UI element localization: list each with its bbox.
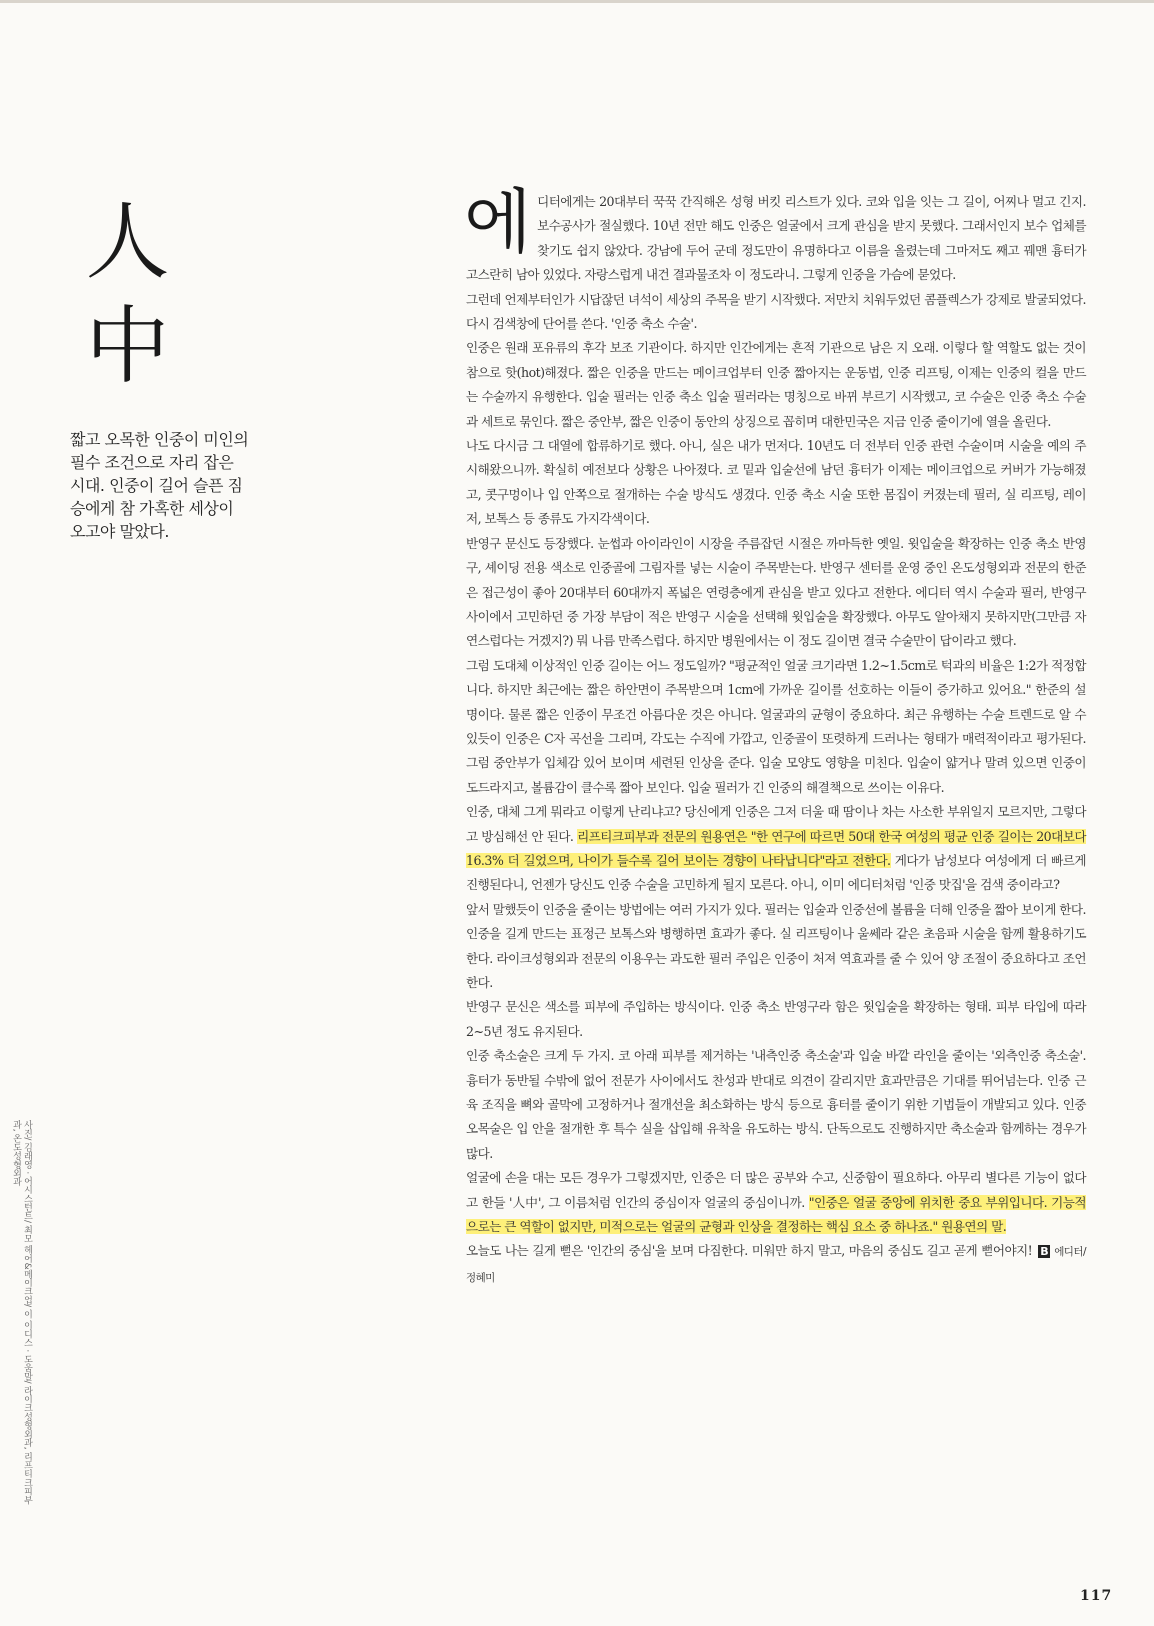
top-rule [0, 0, 1154, 3]
paragraph-7-text-b: 게다가 남성보다 여성에게 더 빠르게 진행된다니, 언젠가 당신도 인중 수술을 고민하게 될지 모른다. 아니, 이미 에디터처럼 '인중 맛집'을 검색 중이라고? [466, 852, 1086, 893]
page-title: 人 中 [85, 193, 170, 395]
paragraph-12-text: 오늘도 나는 길게 뻗은 '인간의 중심'을 보며 다짐한다. 미워만 하지 말고, 마음의 중심도 길고 곧게 뻗어야지! [466, 1243, 1033, 1259]
paragraph-11-text: 얼굴에 손을 대는 모든 경우가 그렇겠지만, 인중은 더 많은 공부와 수고, 신중함이 필요하다. 아무리 별다른 기능이 없다고 한들 '人中', 그 이름처럼 인간의 중심이자 얼굴의 중심이니까. [466, 1170, 1086, 1210]
paragraph-4: 나도 다시금 그 대열에 합류하기로 했다. 아니, 실은 내가 먼저다. 10년도 더 전부터 인중 관련 수술이며 시술을 예의 주시해왔으니까. 확실히 예전보다 상황은 나아졌다. 코 밑과 입술선에 남던 흉터가 이제는 메이크업으로 커버가 가능해졌고, 콧구멍이나 입 안쪽으로 절개하는 수술 방식도 생겼다. 인중 축소 시술 또한 몸집이 커졌는데 필러, 실 리프팅, 레이저, 보톡스 등 종류도 가지각색이다. [466, 438, 1086, 527]
paragraph-11 [466, 1166, 1086, 1239]
paragraph-1 [464, 181, 1086, 288]
paragraph-2: 그런데 언제부터인가 시답잖던 녀석이 세상의 주목을 받기 시작했다. 저만치 치워두었던 콤플렉스가 강제로 발굴되었다. 다시 검색창에 단어를 쓴다. '인중 축소 수술'. [466, 291, 1086, 332]
photo-credits: 사진/ 김래영 · 어시스턴트/ 최모 헤어&메이크업/ 이 이디스 · 도움말/ 라이크성형외과, 리프티크피부과, 온도성형외과 [11, 1120, 32, 1505]
paragraph-3: 인중은 원래 포유류의 후각 보조 기관이다. 하지만 인간에게는 흔적 기관으로 남은 지 오래. 이렇다 할 역할도 없는 것이 참으로 핫(hot)해졌다. 짧은 인중을 만드는 메이크업부터 인중 짧아지는 운동법, 인중 리프팅, 이제는 인중의 컬을 만드는 수술까지 유행한다. 입술 필러는 인중 축소 입술 필러라는 명칭으로 바뀌 부르기 시작했고, 코 수술은 인중 축소 수술과 세트로 묶인다. 짧은 중안부, 짧은 인중이 동안의 상징으로 꼽히며 대한민국은 지금 인중 줄이기에 열을 올린다. [466, 340, 1086, 429]
paragraph-6: 그럼 도대체 이상적인 인중 길이는 어느 정도일까? "평균적인 얼굴 크기라면 1.2~1.5cm로 턱과의 비율은 1:2가 적정합니다. 하지만 최근에는 짧은 하안면이 주목받으며 1cm에 가까운 길이를 선호하는 이들이 증가하고 있어요." 한준의 설명이다. 물론 짧은 인중이 무조건 아름다운 것은 아니다. 얼굴과의 균형이 중요하다. 최근 유행하는 수술 트렌드로 알 수 있듯이 인중은 C자 곡선을 그리며, 각도는 수직에 가깝고, 인중골이 또렷하게 드러나는 형태가 매력적이라고 평가된다. 그럼 중안부가 입체감 있어 보이며 세련된 인상을 준다. 입술 모양도 영향을 미친다. 입술이 얇거나 말려 있으면 인중이 도드라지고, 볼륨감이 클수록 짧아 보인다. 입술 필러가 긴 인중의 해결책으로 쓰이는 이유다. [466, 657, 1086, 795]
paragraph-5: 반영구 문신도 등장했다. 눈썹과 아이라인이 시장을 주름잡던 시절은 까마득한 옛일. 윗입술을 확장하는 인중 축소 반영구, 셰이딩 전용 색소로 인중골에 그림자를 넣는 시술이 주목받는다. 반영구 센터를 운영 중인 온도성형외과 전문의 한준은 접근성이 좋아 20대부터 60대까지 폭넓은 연령층에게 관심을 받고 있다고 전한다. 에디터 역시 수술과 필러, 반영구 사이에서 고민하던 중 가장 부담이 적은 반영구 시술을 선택해 윗입술을 확장했다. 아무도 알아채지 못하지만(그만큼 자연스럽다는 거겠지?) 뭐 나름 만족스럽다. 하지만 병원에서는 이 정도 길이면 결국 수술만이 답이라고 했다. [466, 535, 1086, 649]
paragraph-1-text: 디터에게는 20대부터 꾹꾹 간직해온 성형 버킷 리스트가 있다. 코와 입을 잇는 그 길이, 어찌나 멀고 긴지. 보수공사가 절실했다. 10년 전만 해도 인중은 얼굴에서 크게 관심을 받지 못했다. 그래서인지 보수 업체를 찾기도 쉽지 않았다. 강남에 두어 군데 정도만이 유명하다고 이름을 올렸는데 그마저도 째고 꿰맨 흉터가 고스란히 남아 있었다. 자랑스럽게 내건 결과물조차 이 정도라니. 그렇게 인중을 가슴에 묻었다. [466, 194, 1086, 283]
paragraph-7 [466, 800, 1086, 898]
page-number: 117 [1080, 1588, 1113, 1604]
article-body [464, 181, 1087, 1290]
byline: 에디터/ 정혜미 [466, 1246, 1086, 1284]
lead-text: 짧고 오목한 인중이 미인의 필수 조건으로 자리 잡은 시대. 인중이 길어 슬픈 짐승에게 참 가혹한 세상이 오고야 말았다. [70, 430, 249, 541]
paragraph-8: 앞서 말했듯이 인중을 줄이는 방법에는 여러 가지가 있다. 필러는 입술과 인중선에 볼륨을 더해 인중을 짧아 보이게 한다. 인중을 길게 만드는 표정근 보톡스와 병행하면 효과가 좋다. 실 리프팅이나 울쎄라 같은 초음파 시술을 함께 활용하기도 한다. 라이크성형외과 전문의 이용우는 과도한 필러 주입은 인중이 처져 역효과를 줄 수 있어 양 조절이 중요하다고 조언한다. [466, 901, 1086, 990]
paragraph-7-text-a: 인중, 대체 그게 뭐라고 이렇게 난리냐고? 당신에게 인중은 그저 더울 때 땀이나 차는 사소한 부위일지 모르지만, 그렇다고 방심해선 안 된다. [466, 804, 1086, 844]
paragraph-12 [466, 1239, 1086, 1290]
paragraph-9: 반영구 문신은 색소를 피부에 주입하는 방식이다. 인중 축소 반영구라 함은 윗입술을 확장하는 형태. 피부 타입에 따라 2~5년 정도 유지된다. [466, 999, 1086, 1039]
byline-logo-mark: B [1040, 1245, 1049, 1259]
paragraph-10: 인중 축소술은 크게 두 가지. 코 아래 피부를 제거하는 '내측인중 축소술'과 입술 바깥 라인을 줄이는 '외측인중 축소술'. 흉터가 동반될 수밖에 없어 전문가 사이에서도 찬성과 반대로 의견이 갈리지만 효과만큼은 기대를 뛰어넘는다. 인중 근육 조직을 뼈와 골막에 고정하거나 절개선을 최소화하는 방식 등으로 흉터를 줄이기 위한 기법들이 개발되고 있다. 인중 오목술은 입 안을 절개한 후 특수 실을 삽입해 유착을 유도하는 방식. 단독으로도 진행하지만 축소술과 함께하는 경우가 많다. [466, 1048, 1086, 1161]
highlighted-quote-1: 리프티크피부과 전문의 원용연은 "한 연구에 따르면 50대 한국 여성의 평균 인중 길이는 20대보다 16.3% 더 길었으며, 나이가 들수록 길어 보이는 경향이 나타납니다"라고 전한다. [466, 828, 1086, 868]
highlighted-quote-2: "인중은 얼굴 중앙에 위치한 중요 부위입니다. 기능적으로는 큰 역할이 없지만, 미적으로는 얼굴의 균형과 인상을 결정하는 핵심 요소 중 하나죠." 원용연의 말. [466, 1194, 1087, 1235]
drop-cap: 에 [464, 181, 532, 263]
